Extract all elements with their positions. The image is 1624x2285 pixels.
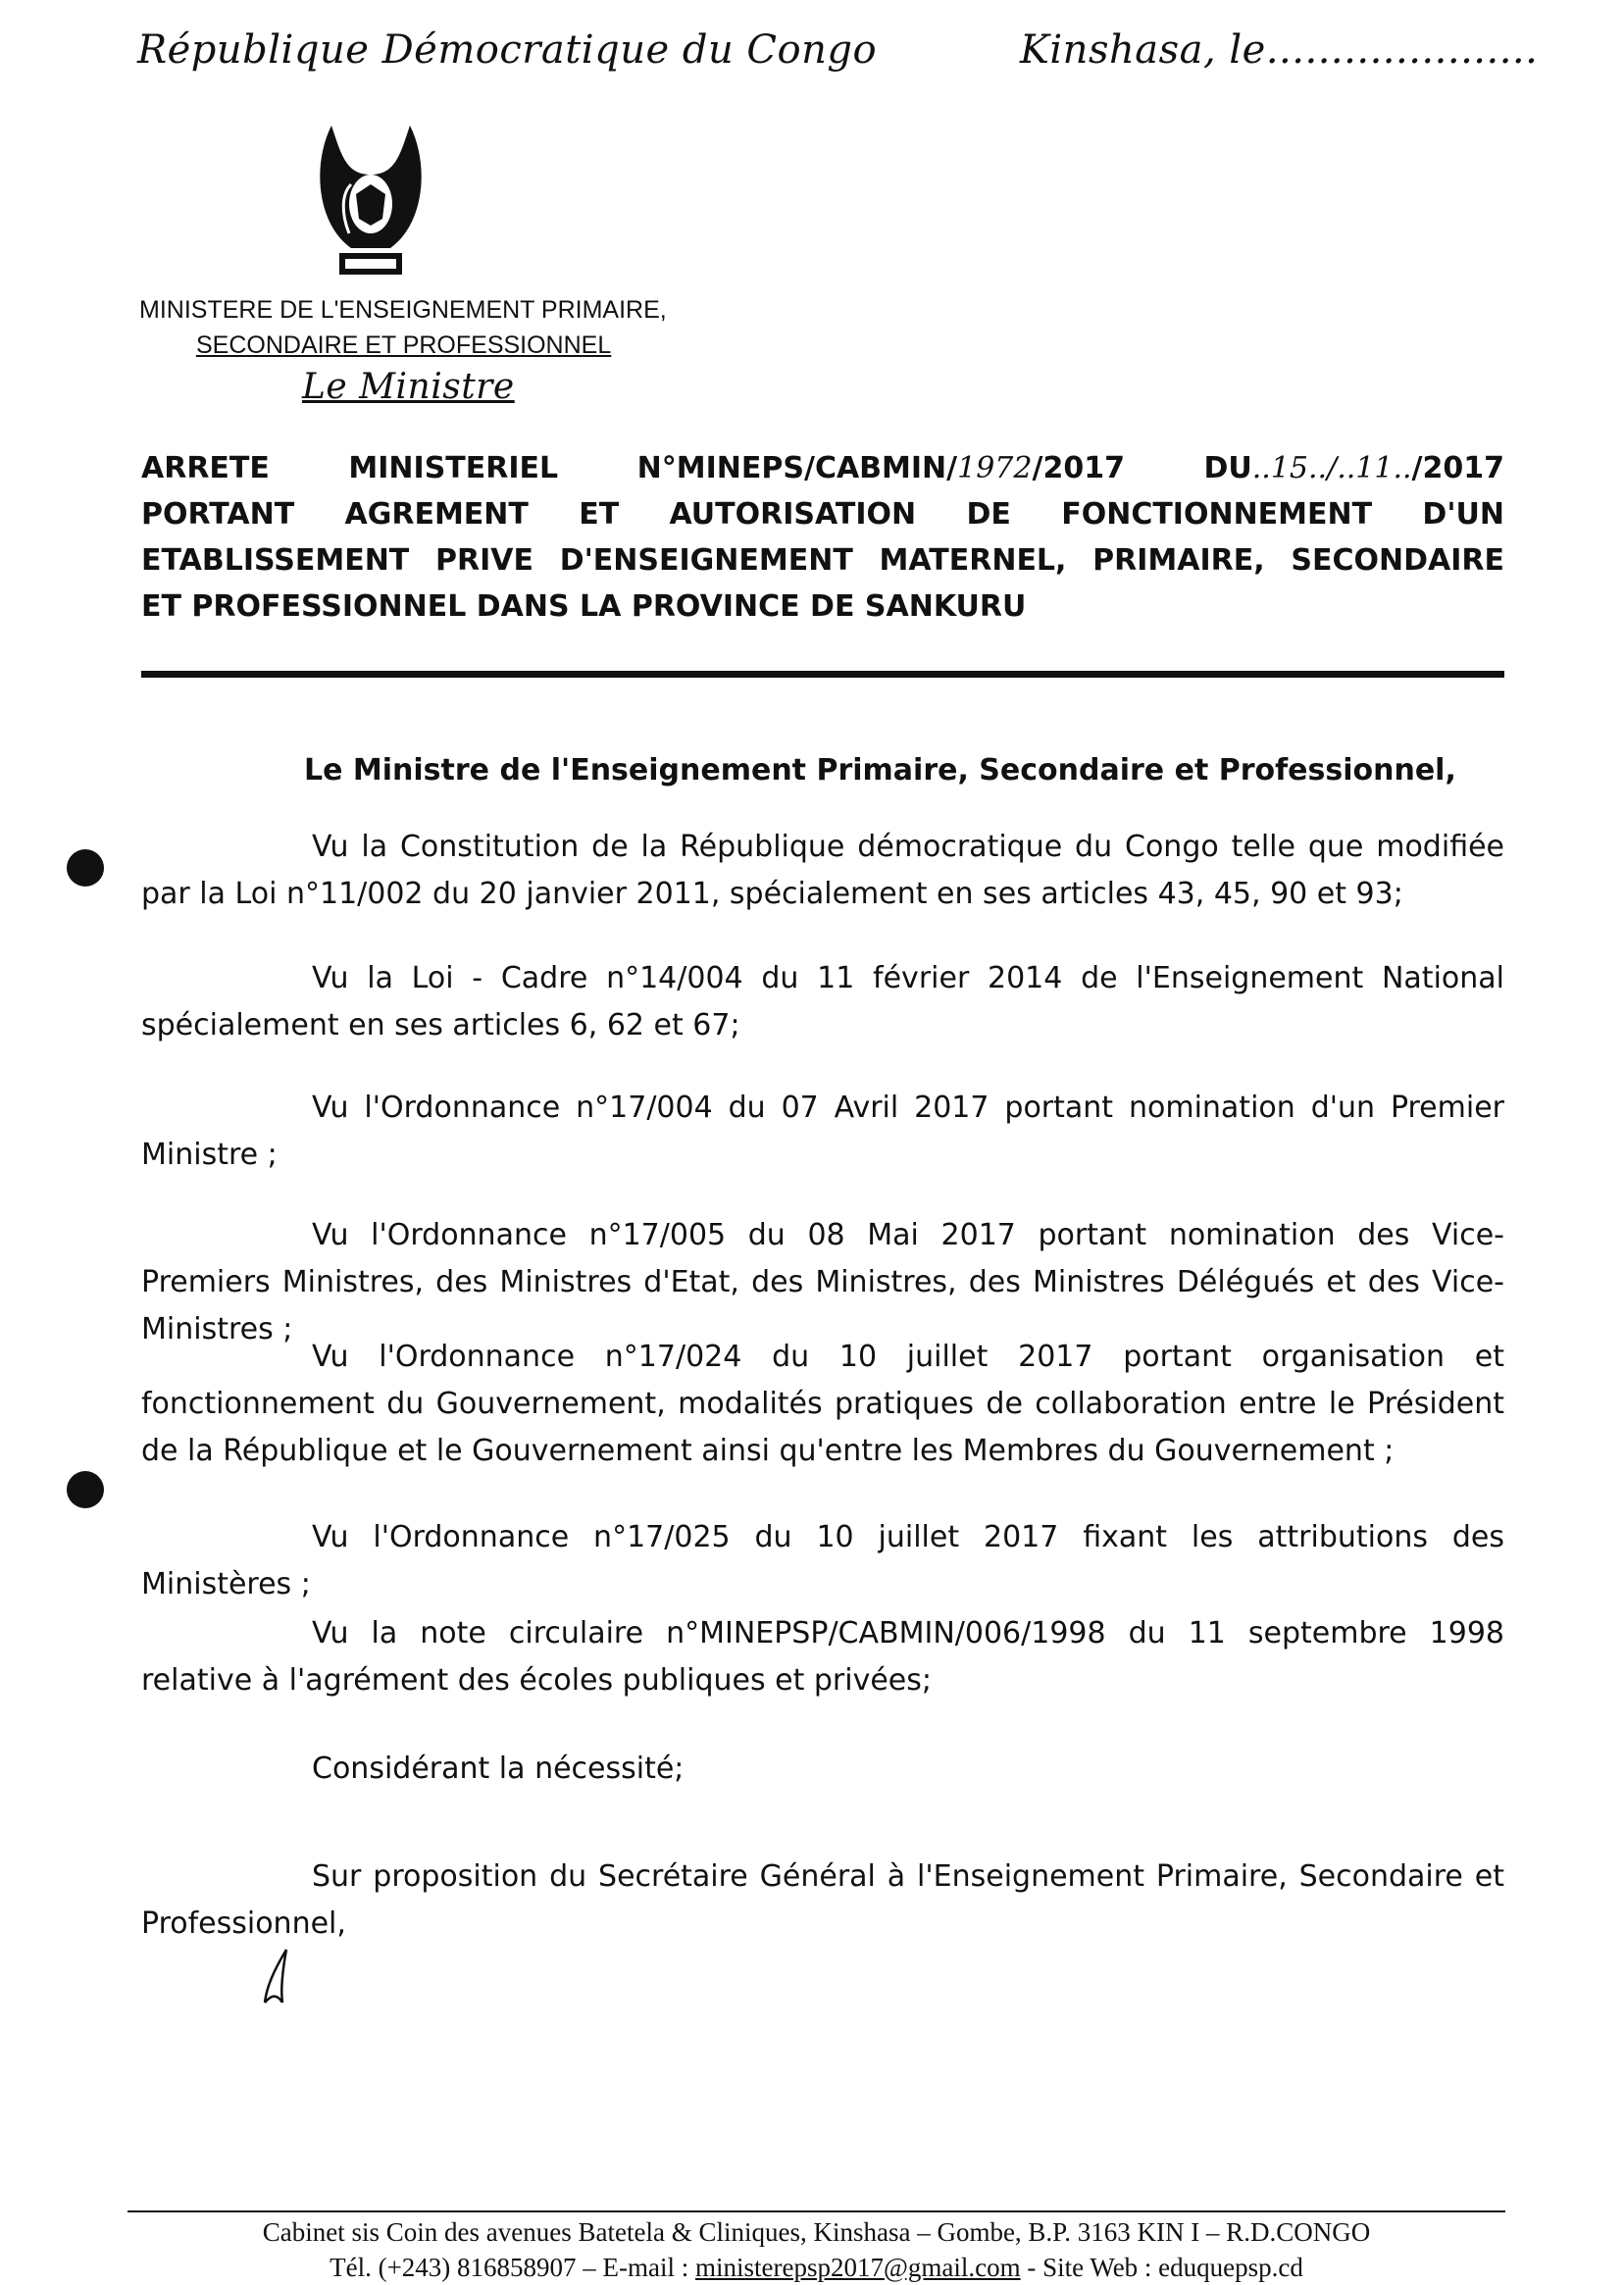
decree-title-line3: ETABLISSEMENT PRIVE D'ENSEIGNEMENT MATERNEL, PRIMAIRE, SECONDAIRE [141,543,1504,578]
punch-hole-mark [67,1471,104,1508]
footer-phone: Tél. (+243) 816858907 – E-mail : [330,2253,696,2282]
decree-date-year: /2017 [1411,451,1504,485]
decree-number-handwritten: 1972 [957,451,1033,485]
paragraph-ordonnance-premier-ministre: Vu l'Ordonnance n°17/004 du 07 Avril 2017 portant nomination d'un Premier Ministre ; [141,1091,1504,1172]
initials-signature-mark [257,1942,306,2010]
paragraph-constitution: Vu la Constitution de la République démocratique du Congo telle que modifiée par la Loi n°11/002 du 20 janvier 2011, spécialement en ses articles 43, 45, 90 et 93; [141,830,1504,911]
ministry-name-line1: MINISTERE DE L'ENSEIGNEMENT PRIMAIRE, [139,296,667,324]
paragraph-note-circulaire: Vu la note circulaire n°MINEPSP/CABMIN/006/1998 du 11 septembre 1998 relative à l'agrément des écoles publiques et privées; [141,1616,1504,1698]
decree-year-du: /2017 DU [1032,451,1252,485]
paragraph-ordonnance-attributions: Vu l'Ordonnance n°17/025 du 10 juillet 2017 fixant les attributions des Ministères ; [141,1520,1504,1601]
footer-contact [127,2250,1505,2285]
decree-day-handwritten: 15 [1270,451,1309,485]
decree-month-handwritten: 11 [1355,451,1394,485]
coat-of-arms-emblem [312,116,430,282]
signatory-title: Le Ministre [302,367,515,407]
paragraph-ordonnance-gouvernement: Vu l'Ordonnance n°17/024 du 10 juillet 2017 portant organisation et fonctionnement du Gouvernement, modalités pratiques de collaboration entre le Président de la République et le Gouvernement ainsi qu'entre les Membres du Gouvernement ; [141,1340,1504,1468]
decree-title-line1: ARRETE MINISTERIEL N°MINEPS/CABMIN/1972/2017 DU..15../..11../2017 [141,451,1504,485]
footer-address: Cabinet sis Coin des avenues Batetela & Cliniques, Kinshasa – Gombe, B.P. 3163 KIN I – R.D.CONGO [262,2217,1371,2247]
ministry-name-line2: SECONDAIRE ET PROFESSIONNEL [196,331,612,359]
place-date: Kinshasa, le..................... [1020,27,1539,73]
country-name: République Démocratique du Congo [137,27,878,73]
paragraph-ordonnance-vice-premiers: Vu l'Ordonnance n°17/005 du 08 Mai 2017 portant nomination des Vice-Premiers Ministres, des Ministres d'Etat, des Ministres, des Ministres Délégués et des Vice-Ministres ; [141,1218,1504,1346]
decree-title-line2: PORTANT AGREMENT ET AUTORISATION DE FONCTIONNEMENT D'UN [141,497,1504,532]
paragraph-proposition: Sur proposition du Secrétaire Général à l'Enseignement Primaire, Secondaire et Professionnel, [141,1859,1504,1941]
decree-reference-prefix: ARRETE MINISTERIEL N°MINEPS/CABMIN/ [141,451,958,485]
preamble-heading: Le Ministre de l'Enseignement Primaire, Secondaire et Professionnel, [304,753,1456,787]
decree-title [141,445,1504,630]
paragraph-considerant: Considérant la nécessité; [312,1752,685,1786]
decree-title-line4: ET PROFESSIONNEL DANS LA PROVINCE DE SANKURU [141,589,1027,624]
title-divider [141,671,1504,678]
footer-email-link[interactable]: ministerepsp2017@gmail.com [695,2253,1021,2282]
paragraph-loi-cadre: Vu la Loi - Cadre n°14/004 du 11 février 2014 de l'Enseignement National spécialement en ses articles 6, 62 et 67; [141,961,1504,1042]
footer-website: - Site Web : eduquepsp.cd [1020,2253,1303,2282]
punch-hole-mark [67,849,104,887]
footer-divider [127,2210,1505,2212]
